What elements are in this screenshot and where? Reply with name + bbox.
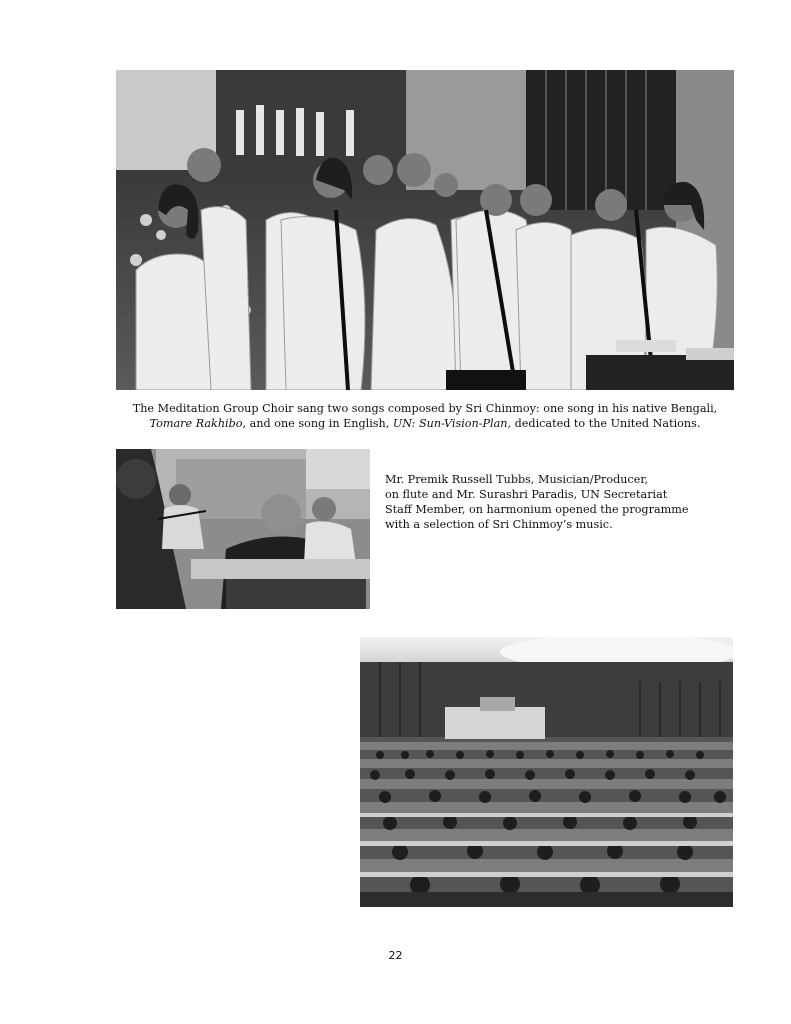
musicians-caption-line-4: with a selection of Sri Chinmoy’s music. <box>385 518 613 531</box>
choir-caption-end: , dedicated to the United Nations. <box>507 417 701 430</box>
musicians-caption-line-3: Staff Member, on harmonium opened the programme <box>385 503 689 516</box>
musicians-caption <box>385 472 689 532</box>
song-title-bengali: Tomare Rakhibo <box>149 417 243 430</box>
musicians-caption-line-2: on flute and Mr. Surashri Paradis, UN Secretariat <box>385 488 668 501</box>
song-title-english: UN: Sun-Vision-Plan <box>392 417 508 430</box>
choir-caption <box>116 401 734 431</box>
choir-caption-mid: , and one song in English, <box>242 417 393 430</box>
musicians-caption-line-1: Mr. Premik Russell Tubbs, Musician/Producer, <box>385 473 648 486</box>
musicians-photo <box>116 449 370 609</box>
assembly-hall-photo <box>360 637 733 907</box>
choir-caption-line-2 <box>116 416 734 431</box>
page-number: 22 <box>388 949 403 962</box>
choir-caption-line-1: The Meditation Group Choir sang two songs composed by Sri Chinmoy: one song in his native Bengali, <box>132 402 718 415</box>
choir-photo <box>116 70 734 390</box>
